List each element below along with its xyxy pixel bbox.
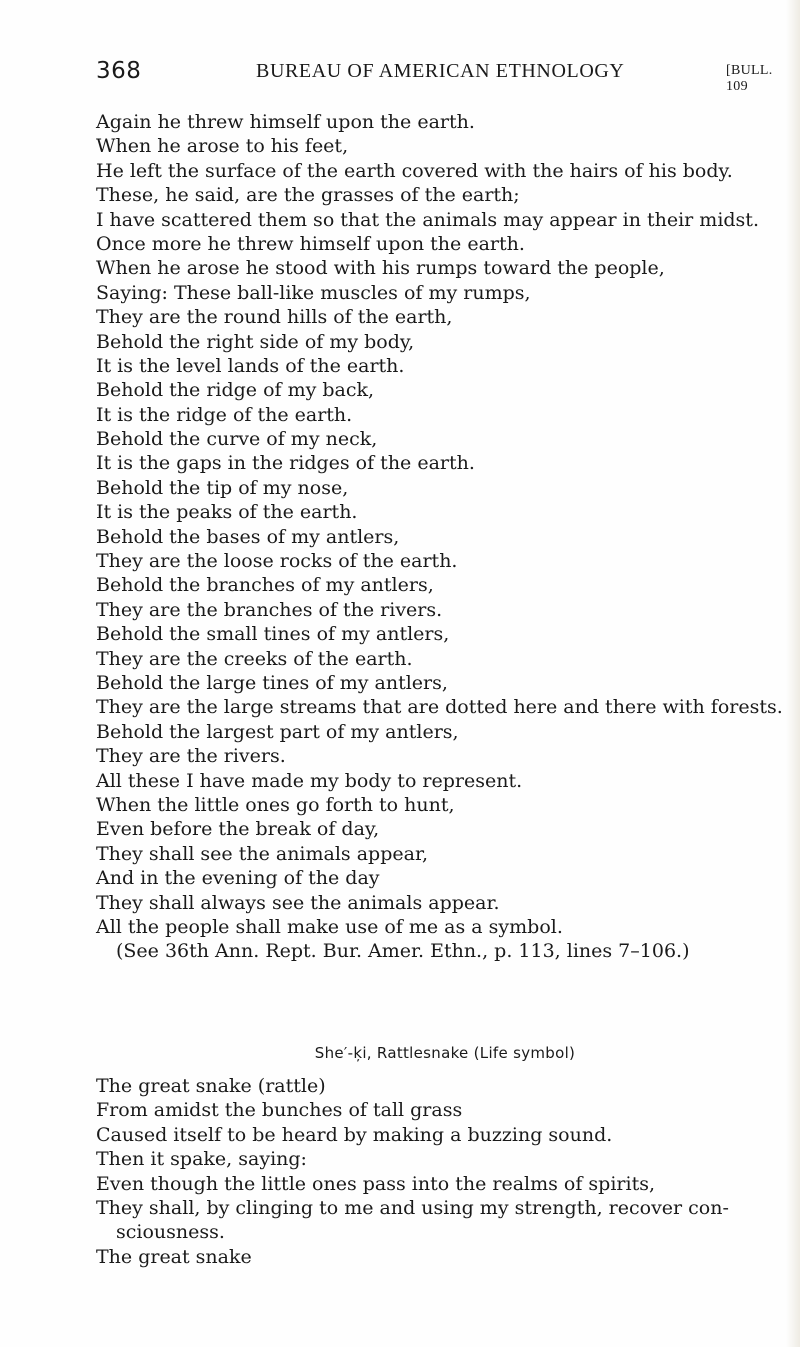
poem-line: When he arose he stood with his rumps toward the people, bbox=[96, 257, 665, 280]
snake-line: Then it spake, saying: bbox=[96, 1148, 307, 1171]
poem-line: It is the peaks of the earth. bbox=[96, 501, 358, 524]
citation: (See 36th Ann. Rept. Bur. Amer. Ethn., p. 113, lines 7–106.) bbox=[116, 940, 690, 963]
poem-line: Behold the bases of my antlers, bbox=[96, 525, 400, 548]
snake-line: Caused itself to be heard by making a buzzing sound. bbox=[96, 1123, 613, 1146]
poem-line: They are the round hills of the earth, bbox=[96, 306, 453, 329]
snake-line: From amidst the bunches of tall grass bbox=[96, 1099, 463, 1122]
poem-line: They shall see the animals appear, bbox=[96, 842, 428, 865]
snake-line: Even though the little ones pass into the realms of spirits, bbox=[96, 1172, 655, 1195]
page-header bbox=[96, 58, 794, 92]
poem-line: It is the ridge of the earth. bbox=[96, 403, 353, 426]
poem-line: It is the level lands of the earth. bbox=[96, 354, 405, 377]
poem-line: Behold the ridge of my back, bbox=[96, 379, 375, 402]
poem-line: Behold the right side of my body, bbox=[96, 330, 415, 353]
poem-line: Even before the break of day, bbox=[96, 818, 380, 841]
poem-line: Behold the tip of my nose, bbox=[96, 476, 349, 499]
poem-line: Behold the branches of my antlers, bbox=[96, 574, 434, 597]
section-heading: She′-k̦i, Rattlesnake (Life symbol) bbox=[314, 1044, 576, 1062]
snake-line: They shall, by clinging to me and using my strength, recover con- bbox=[96, 1196, 729, 1219]
poem-line: Behold the large tines of my antlers, bbox=[96, 671, 448, 694]
poem-line: They are the rivers. bbox=[96, 745, 286, 768]
snake-line-continuation: sciousness. bbox=[116, 1221, 225, 1244]
poem-line: When the little ones go forth to hunt, bbox=[96, 793, 455, 816]
poem-line: Behold the curve of my neck, bbox=[96, 428, 378, 451]
poem-line: They are the loose rocks of the earth. bbox=[96, 550, 458, 573]
page-number: 368 bbox=[96, 58, 142, 84]
poem-line: I have scattered them so that the animals may appear in their midst. bbox=[96, 208, 759, 231]
poem-line: They are the creeks of the earth. bbox=[96, 647, 413, 670]
running-head: BUREAU OF AMERICAN ETHNOLOGY bbox=[256, 60, 625, 82]
poem-text bbox=[96, 110, 794, 964]
snake-line: The great snake (rattle) bbox=[96, 1075, 326, 1097]
poem-line: Behold the largest part of my antlers, bbox=[96, 720, 459, 743]
poem-line: And in the evening of the day bbox=[96, 867, 380, 890]
snake-text bbox=[96, 1074, 794, 1269]
snake-line: The great snake bbox=[96, 1245, 252, 1268]
poem-line: He left the surface of the earth covered with the hairs of his body. bbox=[96, 159, 733, 182]
poem-line: When he arose to his feet, bbox=[96, 135, 349, 158]
poem-line: Saying: These ball-like muscles of my rumps, bbox=[96, 281, 531, 304]
poem-line: Once more he threw himself upon the earth. bbox=[96, 232, 525, 255]
poem-line: These, he said, are the grasses of the earth; bbox=[96, 184, 520, 207]
poem-line: They shall always see the animals appear. bbox=[96, 891, 500, 914]
poem-line: Behold the small tines of my antlers, bbox=[96, 623, 450, 646]
poem-line: All these I have made my body to represent. bbox=[96, 769, 523, 792]
poem-line: All the people shall make use of me as a symbol. bbox=[96, 915, 563, 938]
bulletin-reference: [BULL. 109 bbox=[726, 63, 773, 94]
poem-line: They are the branches of the rivers. bbox=[96, 598, 443, 621]
poem-line: Again he threw himself upon the earth. bbox=[96, 111, 475, 133]
poem-line: They are the large streams that are dotted here and there with forests. bbox=[96, 696, 783, 719]
poem-line: It is the gaps in the ridges of the earth. bbox=[96, 452, 475, 475]
